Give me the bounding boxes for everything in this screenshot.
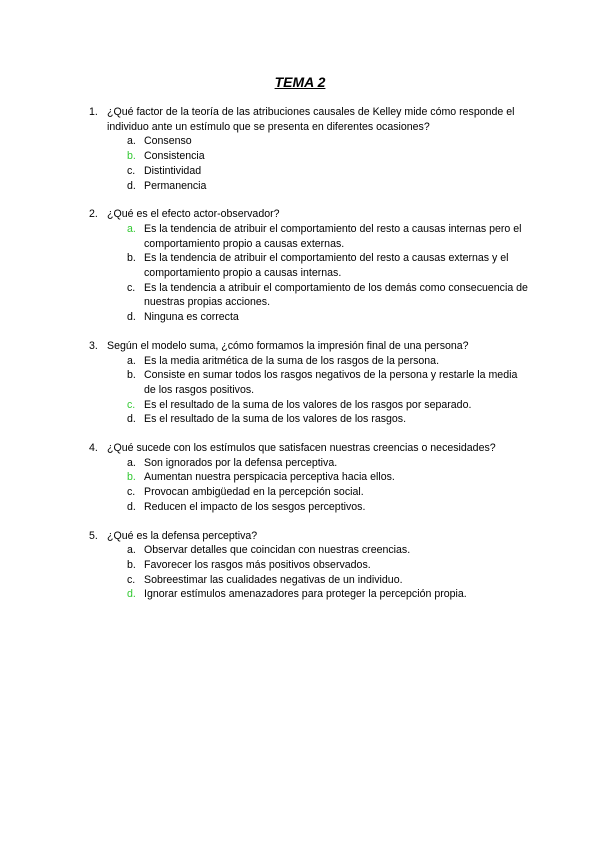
question-text: ¿Qué factor de la teoría de las atribuciones causales de Kelley mide cómo responde el individuo ante un estímulo que se presenta en diferentes ocasiones? — [107, 106, 515, 133]
question-4 — [0, 441, 600, 515]
option-text: Aumentan nuestra perspicacia perceptiva hacia ellos. — [144, 471, 395, 484]
option-a — [0, 222, 529, 251]
option-b — [0, 149, 529, 164]
option-c — [0, 573, 529, 588]
option-a — [0, 456, 529, 471]
option-b — [0, 470, 529, 485]
option-letter: c. — [127, 281, 136, 294]
question-text: ¿Qué sucede con los estímulos que satisfacen nuestras creencias o necesidades? — [107, 442, 496, 455]
option-text: Consiste en sumar todos los rasgos negativos de la persona y restarle la media de los rasgos positivos. — [144, 369, 518, 396]
option-text: Es la tendencia de atribuir el comportamiento del resto a causas internas pero el comportamiento propio a causas externas. — [144, 222, 522, 250]
question-number: 1. — [89, 106, 98, 118]
option-text: Reducen el impacto de los sesgos perceptivos. — [144, 500, 366, 513]
option-letter: d. — [127, 500, 136, 513]
question-text: ¿Qué es el efecto actor-observador? — [107, 208, 280, 221]
option-d — [0, 179, 529, 194]
option-text: Consenso — [144, 135, 192, 148]
option-d — [0, 412, 529, 427]
option-letter: b. — [127, 252, 136, 265]
question-number: 4. — [89, 442, 98, 455]
option-letter: d. — [127, 311, 136, 324]
option-letter: c. — [127, 164, 136, 177]
option-text: Es el resultado de la suma de los valores de los rasgos por separado. — [144, 398, 472, 411]
question-number: 5. — [89, 529, 98, 542]
question-number: 2. — [89, 208, 98, 221]
option-letter: b. — [127, 471, 136, 484]
option-text: Es la media aritmética de la suma de los rasgos de la persona. — [144, 354, 440, 367]
option-a — [0, 354, 529, 369]
option-letter: c. — [127, 398, 136, 411]
option-letter: a. — [127, 135, 136, 148]
question-5 — [0, 529, 600, 603]
option-text: Observar detalles que coincidan con nuestras creencias. — [144, 544, 411, 557]
question-number: 3. — [89, 339, 98, 352]
option-text: Es el resultado de la suma de los valores de los rasgos. — [144, 413, 407, 426]
question-list — [0, 105, 600, 616]
option-text: Favorecer los rasgos más positivos observados. — [144, 558, 371, 571]
option-a — [0, 134, 529, 149]
option-letter: a. — [127, 544, 136, 557]
option-d — [0, 587, 529, 602]
option-letter: b. — [127, 558, 136, 571]
option-text: Consistencia — [144, 150, 205, 163]
option-text: Permanencia — [144, 179, 207, 192]
option-text: Ninguna es correcta — [144, 311, 239, 324]
question-row — [0, 207, 537, 222]
option-letter: b. — [127, 369, 136, 382]
option-letter: a. — [127, 222, 136, 235]
option-c — [0, 281, 529, 310]
question-3 — [0, 339, 600, 427]
question-text: Según el modelo suma, ¿cómo formamos la impresión final de una persona? — [107, 339, 469, 352]
option-letter: d. — [127, 588, 136, 601]
page-title: TEMA 2 — [274, 74, 326, 90]
option-letter: c. — [127, 573, 136, 586]
option-text: Ignorar estímulos amenazadores para proteger la percepción propia. — [144, 588, 467, 601]
option-text: Distintividad — [144, 164, 202, 177]
option-letter: d. — [127, 179, 136, 192]
question-row — [0, 529, 537, 544]
option-text: Provocan ambigüedad en la percepción social. — [144, 486, 364, 499]
question-text: ¿Qué es la defensa perceptiva? — [107, 529, 258, 542]
option-letter: c. — [127, 486, 136, 499]
option-letter: b. — [127, 150, 136, 163]
option-text: Sobreestimar las cualidades negativas de un individuo. — [144, 573, 403, 586]
option-text: Es la tendencia a atribuir el comportamiento de los demás como consecuencia de nuestras propias acciones. — [144, 281, 528, 309]
option-b — [0, 558, 529, 573]
option-c — [0, 485, 529, 500]
question-row — [0, 441, 537, 456]
question-2 — [0, 207, 600, 325]
option-text: Es la tendencia de atribuir el comportamiento del resto a causas externas y el comportamiento propio a causas internas. — [144, 252, 509, 280]
option-c — [0, 164, 529, 179]
option-text: Son ignorados por la defensa perceptiva. — [144, 456, 338, 469]
option-b — [0, 368, 529, 397]
option-d — [0, 500, 529, 515]
option-letter: d. — [127, 413, 136, 426]
option-letter: a. — [127, 354, 136, 367]
option-a — [0, 543, 529, 558]
question-1 — [0, 105, 600, 193]
option-c — [0, 398, 529, 413]
option-b — [0, 251, 529, 280]
option-letter: a. — [127, 456, 136, 469]
question-row — [0, 105, 537, 134]
option-d — [0, 310, 529, 325]
question-row — [0, 339, 537, 354]
